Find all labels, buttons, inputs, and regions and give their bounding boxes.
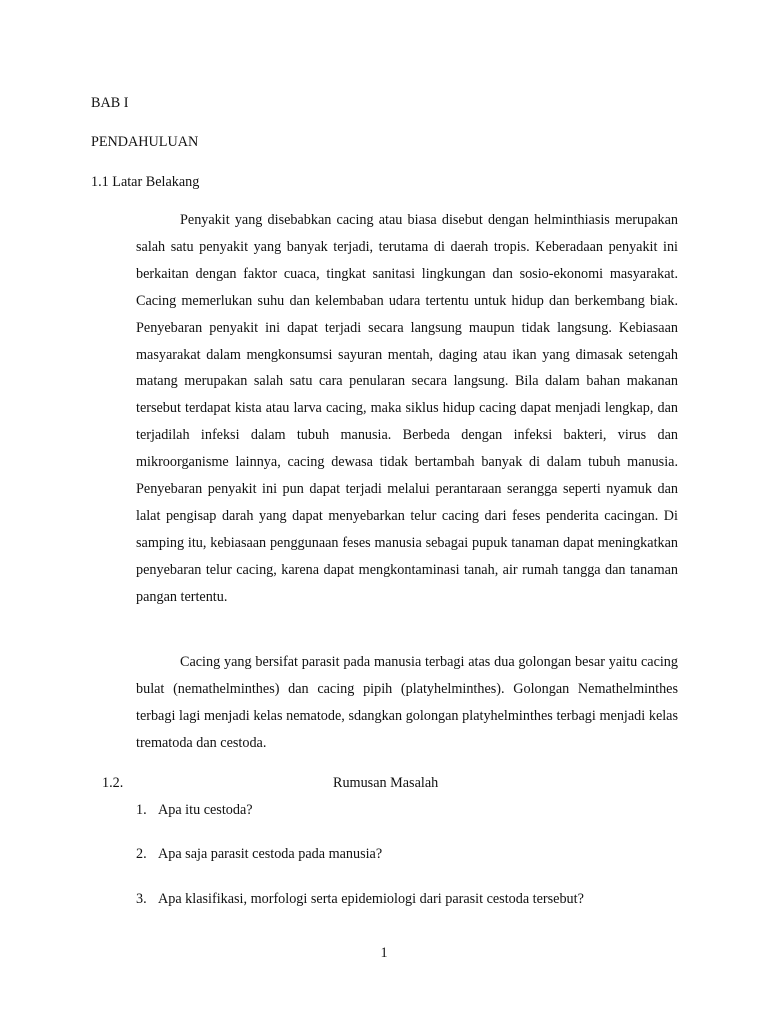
paragraph-text: Cacing yang bersifat parasit pada manusia terbagi atas dua golongan besar yaitu cacing bulat (nemathelminthes) dan cacing pipih (platyhelminthes). Golongan Nemathelminthes terbagi lagi menjadi kelas nematode, sdangkan golongan platyhelminthes terbagi menjadi kelas trematoda dan cestoda. [136,654,678,751]
page-number: 1 [380,945,388,961]
section-heading-rumusan-masalah: Rumusan Masalah [333,775,439,791]
section-heading-latar-belakang: 1.1 Latar Belakang [91,174,200,190]
question-item [136,891,584,908]
section-number-rumusan-masalah: 1.2. [102,775,124,791]
paragraph-background-2 [136,649,678,757]
chapter-number: BAB I [91,95,129,111]
paragraph-text: Penyakit yang disebabkan cacing atau biasa disebut dengan helminthiasis merupakan salah satu penyakit yang banyak terjadi, terutama di daerah tropis. Keberadaan penyakit ini berkaitan dengan faktor cuaca, tingkat sanitasi lingkungan dan sosio-ekonomi masyarakat. Cacing memerlukan suhu dan kelembaban udara tertentu untuk hidup dan berkembang biak. Penyebaran penyakit ini dapat terjadi secara langsung maupun tidak langsung. Kebiasaan masyarakat dalam mengkonsumsi sayuran mentah, daging atau ikan yang dimasak setengah matang merupakan salah satu cara penularan secara langsung. Bila dalam bahan makanan tersebut terdapat kista atau larva cacing, maka siklus hidup cacing dapat menjadi lengkap, dan terjadilah infeksi dalam tubuh manusia. Berbeda dengan infeksi bakteri, virus dan mikroorganisme lainnya, cacing dewasa tidak bertambah banyak di dalam tubuh manusia. Penyebaran penyakit ini pun dapat terjadi melalui perantaraan serangga seperti nyamuk dan lalat pengisap darah yang dapat menyebarkan telur cacing dari feses penderita cacingan. Di samping itu, kebiasaan penggunaan feses manusia sebagai pupuk tanaman dapat meningkatkan penyebaran telur cacing, karena dapat mengkontaminasi tanah, air rumah tangga dan tanaman pangan tertentu. [136,212,678,605]
question-item [136,802,253,819]
paragraph-background-1 [136,207,678,611]
question-number: 3. [136,891,147,907]
question-number: 2. [136,846,147,862]
question-text: Apa klasifikasi, morfologi serta epidemiologi dari parasit cestoda tersebut? [158,891,584,907]
question-text: Apa itu cestoda? [158,802,253,818]
question-number: 1. [136,802,147,818]
question-item [136,846,382,863]
question-text: Apa saja parasit cestoda pada manusia? [158,846,383,862]
chapter-title: PENDAHULUAN [91,134,199,150]
